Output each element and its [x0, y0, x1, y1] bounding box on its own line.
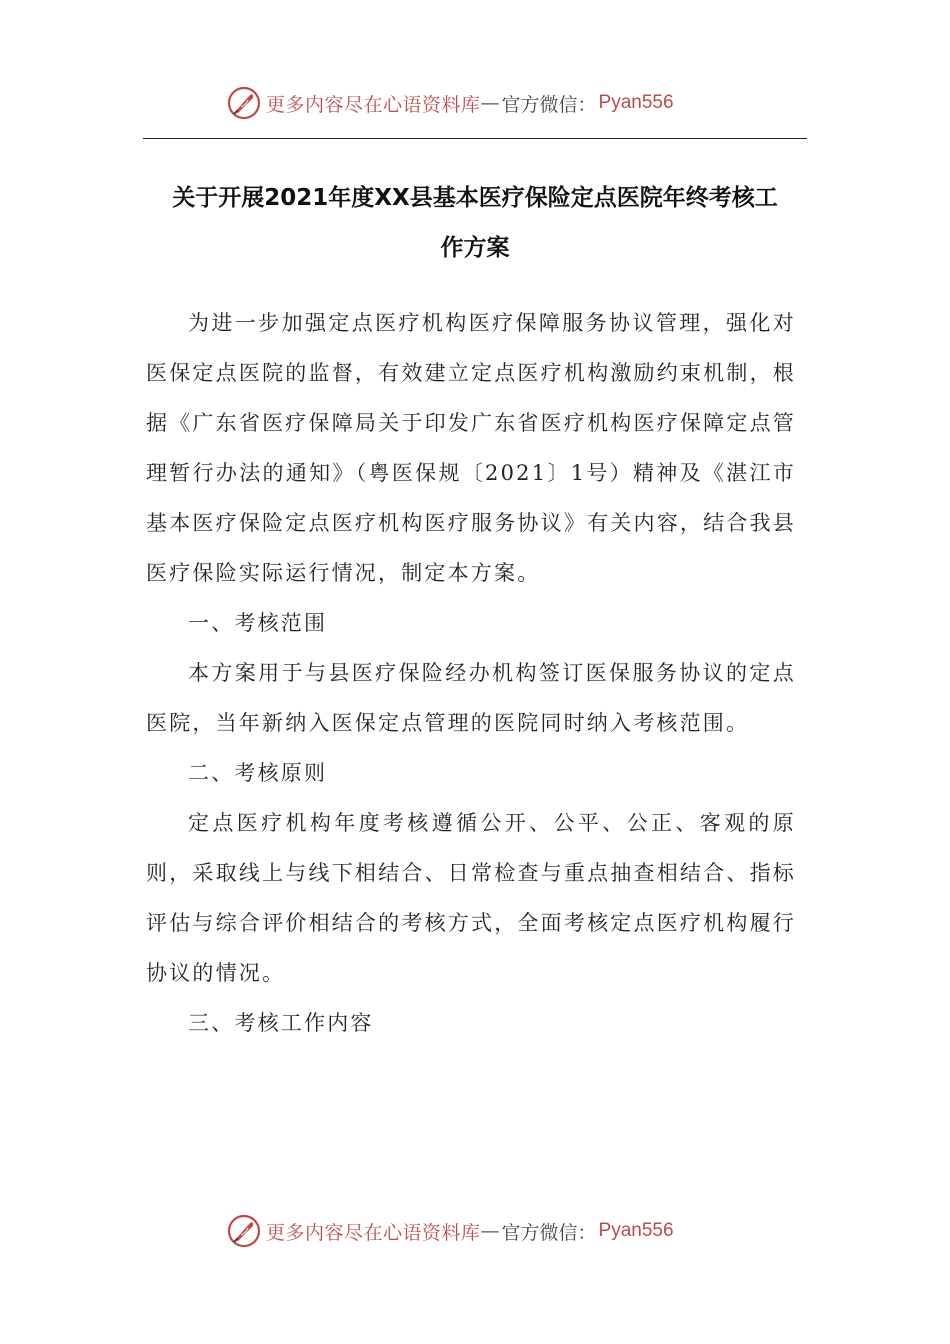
document-title-line2: 作方案 — [440, 235, 510, 261]
section-body-scope: 本方案用于与县医疗保险经办机构签订医保服务协议的定点医院，当年新纳入医保定点管理的医院同时纳入考核范围。 — [146, 661, 796, 735]
section-heading-content: 三、考核工作内容 — [188, 1011, 374, 1035]
document-title-line1: 关于开展2021年度XX县基本医疗保险定点医院年终考核工 — [172, 185, 778, 211]
header-divider — [143, 138, 807, 139]
watermark-separator: — — [480, 92, 500, 114]
watermark-contact-id: Pyan556 — [598, 92, 674, 113]
quill-pen-logo-icon — [226, 1213, 262, 1249]
section-heading-scope: 一、考核范围 — [188, 611, 328, 635]
header-watermark — [226, 83, 746, 123]
document-title — [143, 173, 807, 273]
footer-watermark — [226, 1211, 746, 1251]
section-body-principles: 定点医疗机构年度考核遵循公开、公平、公正、客观的原则，采取线上与线下相结合、日常检查与重点抽查相结合、指标评估与综合评价相结合的考核方式，全面考核定点医疗机构履行协议的情况。 — [146, 811, 796, 985]
watermark-contact-id: Pyan556 — [598, 1220, 674, 1241]
section-heading-principles: 二、考核原则 — [188, 761, 328, 785]
watermark-slogan: 更多内容尽在心语资料库 — [266, 1221, 481, 1244]
quill-pen-logo-icon — [226, 85, 262, 121]
watermark-slogan: 更多内容尽在心语资料库 — [266, 93, 481, 116]
watermark-contact-label: 官方微信： — [501, 1221, 597, 1244]
intro-paragraph: 为进一步加强定点医疗机构医疗保障服务协议管理，强化对医保定点医院的监督，有效建立定点医疗机构激励约束机制，根据《广东省医疗保障局关于印发广东省医疗机构医疗保障定点管理暂行办法的通知》（粤医保规〔2021〕1号）精神及《湛江市基本医疗保险定点医疗机构医疗服务协议》有关内容，结合我县医疗保险实际运行情况，制定本方案。 — [146, 311, 796, 585]
watermark-separator: — — [480, 1220, 500, 1242]
document-body — [146, 298, 796, 1048]
watermark-contact-label: 官方微信： — [501, 93, 597, 116]
